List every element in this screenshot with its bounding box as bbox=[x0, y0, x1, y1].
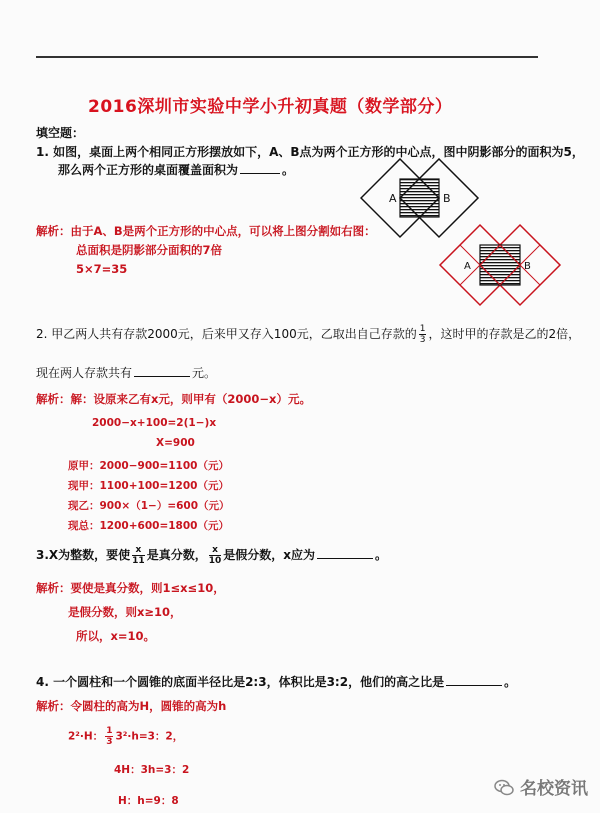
q2-eq-4: 现甲：1100+100=1200（元） bbox=[68, 480, 229, 492]
label-a: A bbox=[389, 192, 397, 205]
watermark bbox=[494, 774, 588, 799]
q3-answer-blank bbox=[317, 548, 373, 559]
q2-line2-b: 元。 bbox=[192, 366, 217, 380]
q3-line bbox=[36, 545, 387, 566]
q3-analysis-1: 解析：要使是真分数，则1≤x≤10， bbox=[36, 581, 225, 595]
watermark-text: 名校资讯 bbox=[520, 779, 588, 799]
q3-text-a: 3.X为整数，要使 bbox=[36, 548, 131, 562]
q3-f1-den: 11 bbox=[132, 556, 145, 566]
q2-frac-num: 1 bbox=[419, 324, 426, 334]
q3-f2-den: 10 bbox=[208, 556, 222, 566]
wechat-icon bbox=[494, 779, 514, 797]
q1-analysis-1: 解析：由于A、B是两个正方形的中心点，可以将上图分割如右图： bbox=[36, 224, 376, 238]
q2-eq-2: X=900 bbox=[156, 437, 195, 449]
q2-eq-3: 原甲：2000−900=1100（元） bbox=[68, 460, 229, 472]
q4-eq1-frac bbox=[105, 726, 113, 747]
q4-eq-3: H：h=9：8 bbox=[118, 795, 179, 807]
red-label-a: A bbox=[464, 261, 471, 272]
q4-analysis-1: 解析：令圆柱的高为H，圆锥的高为h bbox=[36, 699, 227, 713]
label-b: B bbox=[443, 192, 451, 205]
q2-line1 bbox=[36, 324, 580, 345]
section-heading: 填空题： bbox=[36, 126, 85, 140]
q1-answer-blank bbox=[240, 163, 280, 174]
q3-fraction-2 bbox=[209, 545, 222, 566]
q2-eq-6: 现总：1200+600=1800（元） bbox=[68, 520, 229, 532]
q4-eq1-b: 3²·h=3：2， bbox=[115, 730, 184, 743]
q3-fraction-1 bbox=[132, 545, 145, 566]
q2-line1-a: 2. 甲乙两人共有存款2000元，后来甲又存入100元，乙取出自己存款的 bbox=[36, 327, 417, 341]
q2-eq-5: 现乙：900×（1−）=600（元） bbox=[68, 500, 230, 512]
q3-f2-num: x bbox=[209, 545, 222, 556]
q1-line1: 1. 如图，桌面上两个相同正方形摆放如下，A、B点为两个正方形的中心点，图中阴影部分的面积为5， bbox=[36, 145, 584, 159]
q4-answer-blank bbox=[446, 675, 502, 686]
q2-line2-a: 现在两人存款共有 bbox=[36, 366, 133, 380]
q2-eq-1: 2000−x+100=2(1−)x bbox=[92, 417, 217, 429]
q4-text: 4. 一个圆柱和一个圆锥的底面半径比是2:3，体积比是3:2，他们的高之比是 bbox=[36, 675, 445, 689]
q1-divided-figure bbox=[438, 223, 566, 309]
q1-line2 bbox=[58, 161, 294, 178]
q4-line bbox=[36, 673, 516, 690]
q3-end: 。 bbox=[375, 548, 388, 562]
q4-eq1-num: 1 bbox=[106, 726, 113, 736]
q3-f1-num: x bbox=[132, 545, 145, 556]
top-rule bbox=[36, 56, 538, 58]
q4-eq1-a: 2²·H： bbox=[68, 730, 104, 743]
q4-eq-1 bbox=[68, 726, 183, 747]
shaded-overlap bbox=[400, 179, 439, 217]
q2-line1-b: ，这时甲的存款是乙的2倍， bbox=[428, 327, 581, 341]
q4-end: 。 bbox=[504, 675, 517, 689]
q3-text-b: 是真分数， bbox=[146, 548, 207, 562]
q1-line2-end: 。 bbox=[282, 163, 295, 177]
q3-analysis-2: 是假分数，则x≥10， bbox=[68, 605, 182, 619]
q2-line2 bbox=[36, 364, 216, 381]
q1-analysis-3: 5×7=35 bbox=[76, 262, 128, 276]
q3-analysis-3: 所以，x=10。 bbox=[76, 629, 156, 643]
q2-analysis-1: 解析：解：设原来乙有x元，则甲有（2000−x）元。 bbox=[36, 392, 311, 406]
q2-answer-blank bbox=[134, 366, 190, 377]
page-title: 2016深圳市实验中学小升初真题（数学部分） bbox=[88, 97, 453, 117]
red-shaded-overlap bbox=[480, 245, 520, 285]
q1-line2-text: 那么两个正方形的桌面覆盖面积为 bbox=[58, 163, 239, 177]
q1-analysis-2: 总面积是阴影部分面积的7倍 bbox=[76, 243, 223, 257]
q3-text-c: 是假分数，x应为 bbox=[223, 548, 315, 562]
q2-fraction bbox=[419, 324, 427, 345]
red-label-b: B bbox=[524, 261, 531, 272]
q4-eq1-den: 3 bbox=[106, 737, 113, 747]
q4-eq-2: 4H：3h=3：2 bbox=[114, 764, 190, 776]
q2-frac-den: 3 bbox=[419, 335, 426, 345]
